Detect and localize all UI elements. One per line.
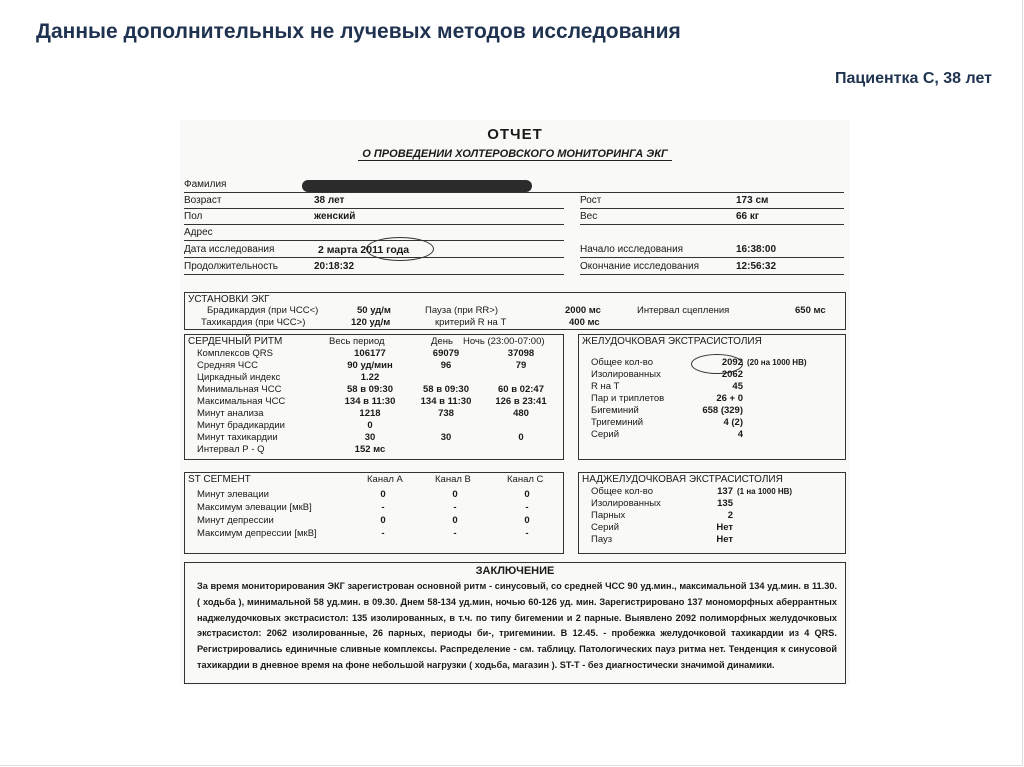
st-row-b: - — [453, 528, 457, 539]
rhythm-row-all: 30 — [364, 432, 376, 443]
st-row-a: - — [381, 528, 385, 539]
supraventricular-row-value: Нет — [716, 522, 733, 533]
ventricular-row-value: 2062 — [721, 369, 743, 380]
crit-label: критерий R на T — [435, 317, 507, 328]
col-channel-b: Канал В — [435, 474, 471, 485]
supraventricular-row-note: (1 на 1000 НВ) — [737, 487, 793, 496]
rhythm-row-all: 1.22 — [360, 372, 380, 383]
ventricular-row-value: 26 + 0 — [716, 393, 743, 404]
crit-value: 400 мс — [569, 317, 600, 328]
ventricular-row-value: 4 — [737, 429, 743, 440]
st-row-b: 0 — [452, 489, 458, 500]
st-row-label: Минут депрессии — [197, 515, 274, 526]
slide-title: Данные дополнительных не лучевых методов исследования — [36, 20, 681, 43]
rhythm-row-night: 79 — [515, 360, 527, 371]
conclusion-text: За время мониторирования ЭКГ зарегистрован основной ритм - синусовый, со средней ЧСС 90 уд.мин., максимальной 134 уд.мин. в 11.30. ( ходьба ), минимальной 58 уд.мин. в 09.30. Днем 58-134 уд.мин, ночью 60-126 уд. мин. Зарегистрировано 137 мономорфных аберрантных наджелудочковых экстрасистол: 135 изолированных, в т.ч. по типу бигемении и 2 парные. Выявлено 2092 полиморфных желудочковых экстрасистол: 2062 изолированные, 26 парных, периоды би-, тригеминии. В 12.45. - пробежка желудочковой тахикардии из 4 QRS. Регистрировались единичные сливные комплексы. Распределение - см. таблицу. Патологических пауз ритма нет. Тенденция к синусовой тахикардии в дневное время на фоне небольшой нагрузки ( ходьба, магазин ). ST-T - без диагностически значимой динамики. — [197, 581, 837, 670]
duration-label: Продолжительность — [184, 261, 278, 272]
st-row-a: 0 — [380, 489, 386, 500]
rhythm-row-label: Минут брадикардии — [197, 420, 285, 431]
settings-box — [184, 292, 846, 330]
pause-label: Пауза (при RR>) — [425, 305, 499, 316]
col-all: Весь период — [329, 336, 385, 347]
rhythm-row-all: 152 мс — [354, 444, 386, 455]
rhythm-header: СЕРДЕЧНЫЙ РИТМ — [188, 336, 283, 347]
report-subtitle-text: О ПРОВЕДЕНИИ ХОЛТЕРОВСКОГО МОНИТОРИНГА ЭКГ — [358, 148, 671, 161]
age-label: Возраст — [184, 195, 222, 206]
brady-label: Брадикардия (при ЧСС<) — [207, 305, 319, 316]
sex-value: женский — [314, 211, 356, 222]
weight-label: Вес — [580, 211, 598, 222]
ventricular-box — [578, 334, 846, 460]
ventricular-row-label: Серий — [591, 429, 620, 440]
rhythm-row-day: 58 в 09:30 — [423, 384, 469, 395]
start-value: 16:38:00 — [736, 244, 777, 255]
rhythm-row-all: 134 в 11:30 — [344, 396, 396, 407]
tachy-label: Тахикардия (при ЧСС>) — [201, 317, 306, 328]
rhythm-row-all: 58 в 09:30 — [347, 384, 393, 395]
supraventricular-box — [578, 472, 846, 554]
col-day: День — [431, 336, 453, 347]
address-label: Адрес — [184, 227, 213, 238]
st-header: ST СЕГМЕНТ — [188, 474, 251, 485]
pause-value: 2000 мс — [565, 305, 601, 316]
rhythm-row-day: 134 в 11:30 — [420, 396, 472, 407]
st-row-label: Максимум депрессии [мкВ] — [197, 528, 317, 539]
ventricular-row-label: R на T — [591, 381, 620, 392]
coupling-value: 650 мс — [795, 305, 826, 316]
rhythm-row-all: 0 — [367, 420, 373, 431]
rhythm-row-day: 738 — [438, 408, 454, 419]
sex-label: Пол — [184, 211, 203, 222]
rhythm-row-label: Комплексов QRS — [197, 348, 273, 359]
ventricular-header: ЖЕЛУДОЧКОВАЯ ЭКСТРАСИСТОЛИЯ — [582, 336, 762, 347]
rhythm-row-day: 69079 — [432, 348, 460, 359]
report-title: ОТЧЕТ — [487, 126, 543, 143]
st-row-a: 0 — [380, 515, 386, 526]
rhythm-box — [184, 334, 564, 460]
supraventricular-row-label: Серий — [591, 522, 620, 533]
supraventricular-row-label: Парных — [591, 510, 626, 521]
patient-label: Пациентка С, 38 лет — [835, 70, 992, 87]
surname-label: Фамилия — [184, 179, 227, 190]
tachy-value: 120 уд/м — [351, 317, 391, 328]
weight-value: 66 кг — [736, 211, 760, 222]
st-row-label: Максимум элевации [мкВ] — [197, 502, 312, 513]
supraventricular-row-label: Пауз — [591, 534, 613, 545]
redaction-mark — [302, 180, 532, 192]
rhythm-row-label: Циркадный индекс — [197, 372, 281, 383]
rhythm-row-label: Интервал Р - Q — [197, 444, 265, 455]
rhythm-row-label: Минимальная ЧСС — [197, 384, 282, 395]
rhythm-row-label: Средняя ЧСС — [197, 360, 258, 371]
date-value: 2 марта 2011 года — [318, 244, 410, 256]
ventricular-row-value: 2092 — [721, 357, 743, 368]
st-box — [184, 472, 564, 554]
rhythm-row-label: Минут анализа — [197, 408, 264, 419]
supraventricular-header: НАДЖЕЛУДОЧКОВАЯ ЭКСТРАСИСТОЛИЯ — [582, 474, 783, 485]
holter-report-scan — [180, 120, 850, 685]
rhythm-row-all: 90 уд/мин — [347, 360, 393, 371]
rhythm-row-night: 0 — [518, 432, 524, 443]
ventricular-row-value: 4 (2) — [723, 417, 743, 428]
col-channel-c: Канал С — [507, 474, 544, 485]
supraventricular-row-label: Изолированных — [591, 498, 661, 509]
ventricular-row-note: (20 на 1000 НВ) — [747, 358, 807, 367]
end-value: 12:56:32 — [736, 261, 777, 272]
supraventricular-row-label: Общее кол-во — [591, 486, 654, 497]
st-row-c: 0 — [524, 489, 530, 500]
col-night: Ночь (23:00-07:00) — [463, 336, 545, 347]
date-label: Дата исследования — [184, 244, 275, 255]
rhythm-row-label: Максимальная ЧСС — [197, 396, 286, 407]
brady-value: 50 уд/м — [357, 305, 391, 316]
height-label: Рост — [580, 195, 602, 206]
col-channel-a: Канал А — [367, 474, 403, 485]
conclusion-header: ЗАКЛЮЧЕНИЕ — [475, 565, 555, 577]
rhythm-row-day: 96 — [440, 360, 452, 371]
rhythm-row-night: 37098 — [507, 348, 535, 359]
st-row-b: - — [453, 502, 457, 513]
rhythm-row-night: 126 в 23:41 — [495, 396, 547, 407]
rhythm-row-label: Минут тахикардии — [197, 432, 278, 443]
supraventricular-row-value: Нет — [716, 534, 733, 545]
ventricular-row-label: Пар и триплетов — [591, 393, 665, 404]
age-value: 38 лет — [314, 195, 345, 206]
rhythm-row-all: 106177 — [354, 348, 386, 359]
ventricular-row-label: Бигеминий — [591, 405, 639, 416]
height-value: 173 см — [736, 195, 769, 206]
supraventricular-row-value: 2 — [727, 510, 733, 521]
ventricular-row-label: Общее кол-во — [591, 357, 654, 368]
rhythm-row-all: 1218 — [359, 408, 381, 419]
st-row-c: - — [525, 528, 529, 539]
ventricular-row-label: Изолированных — [591, 369, 661, 380]
ventricular-row-value: 45 — [732, 381, 743, 392]
ventricular-row-value: 658 (329) — [702, 405, 743, 416]
settings-header: УСТАНОВКИ ЭКГ — [188, 294, 270, 305]
st-row-b: 0 — [452, 515, 458, 526]
duration-value: 20:18:32 — [314, 261, 355, 272]
end-label: Окончание исследования — [580, 261, 700, 272]
coupling-label: Интервал сцепления — [637, 305, 730, 316]
st-row-c: - — [525, 502, 529, 513]
rhythm-row-night: 480 — [513, 408, 529, 419]
rhythm-row-night: 60 в 02:47 — [498, 384, 544, 395]
supraventricular-row-value: 135 — [717, 498, 733, 509]
ventricular-row-label: Тригеминий — [591, 417, 644, 428]
st-row-label: Минут элевации — [197, 489, 269, 500]
rhythm-row-day: 30 — [440, 432, 452, 443]
st-row-a: - — [381, 502, 385, 513]
st-row-c: 0 — [524, 515, 530, 526]
start-label: Начало исследования — [580, 244, 684, 255]
conclusion-box — [184, 562, 846, 684]
report-subtitle — [180, 148, 850, 160]
supraventricular-row-value: 137 — [717, 486, 733, 497]
